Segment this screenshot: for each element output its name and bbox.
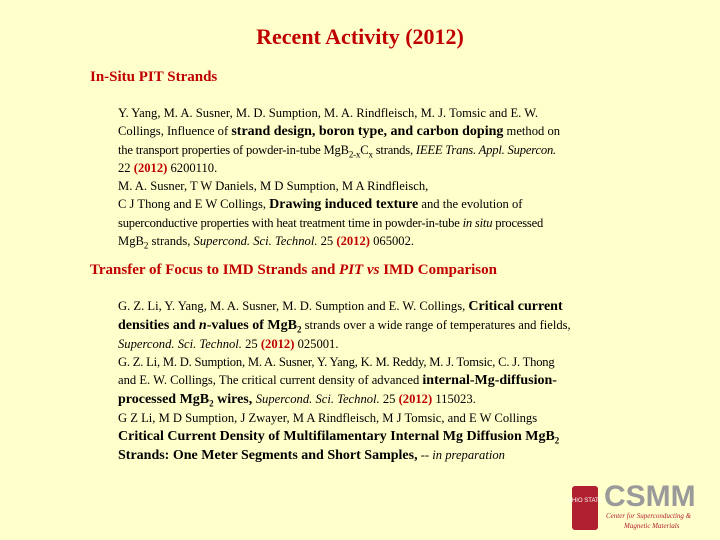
- csmm-wordmark: CSMM: [604, 480, 696, 513]
- year-highlight: (2012): [398, 392, 433, 406]
- seal-text: OHIO STATE: [567, 498, 603, 504]
- reference-4: G. Z. Li, M. D. Sumption, M. A. Susner, Y. Yang, K. M. Reddy, M. J. Tomsic, C. J. Thong and E. W. Collings, The critical current density of advanced internal-Mg-diffusion- processed MgB$_2$ wires, Supercond. Sci. Technol. 25 (2012) 115023.: [118, 355, 557, 409]
- year-highlight: (2012): [336, 234, 370, 248]
- reference-2: M. A. Susner, T W Daniels, M D Sumption, M A Rindfleisch, C J Thong and E W Collings, Drawing induced texture and the evolution of superconductive properties with heat treatment time in powder-in-tube in situ processed MgB$_2$ strands, Supercond. Sci. Technol. 25 (2012) 065002.: [118, 179, 544, 251]
- section-heading-imd: Transfer of Focus to IMD Strands and PIT vs IMD Comparison: [90, 262, 497, 278]
- csmm-logo: [567, 472, 712, 534]
- ohio-state-seal: [572, 486, 598, 530]
- year-highlight: (2012): [133, 161, 168, 175]
- logo-subtitle-1: Center for Superconducting &: [606, 512, 692, 520]
- logo-subtitle-2: Magnetic Materials: [624, 522, 680, 530]
- section-heading-in-situ: In-Situ PIT Strands: [90, 69, 218, 85]
- section1-references: [118, 104, 658, 250]
- reference-1: Y. Yang, M. A. Susner, M. D. Sumption, M. A. Rindfleisch, M. J. Tomsic and E. W. Collings, Influence of strand design, boron type, and carbon doping method on the transport properties of powder-in-tube $MgB_{2-x}C_x$ strands, IEEE Trans. Appl. Supercon. 22 (2012) 6200110.: [118, 106, 561, 175]
- reference-5: G Z Li, M D Sumption, J Zwayer, M A Rindfleisch, M J Tomsic, and E W Collings Critical Current Density of Multifilamentary Internal Mg Diffusion MgB$_2$ Strands: One Meter Segments and Short Samples, -- in preparation: [118, 411, 560, 463]
- section2-references: [118, 297, 658, 465]
- slide-title: Recent Activity (2012): [256, 24, 464, 49]
- reference-3: G. Z. Li, Y. Yang, M. A. Susner, M. D. Sumption and E. W. Collings, Critical current densities and n-values of MgB$_2$ strands over a wide range of temperatures and fields, Supercond. Sci. Technol. 25 (2012) 025001.: [118, 299, 571, 351]
- year-highlight: (2012): [260, 337, 295, 351]
